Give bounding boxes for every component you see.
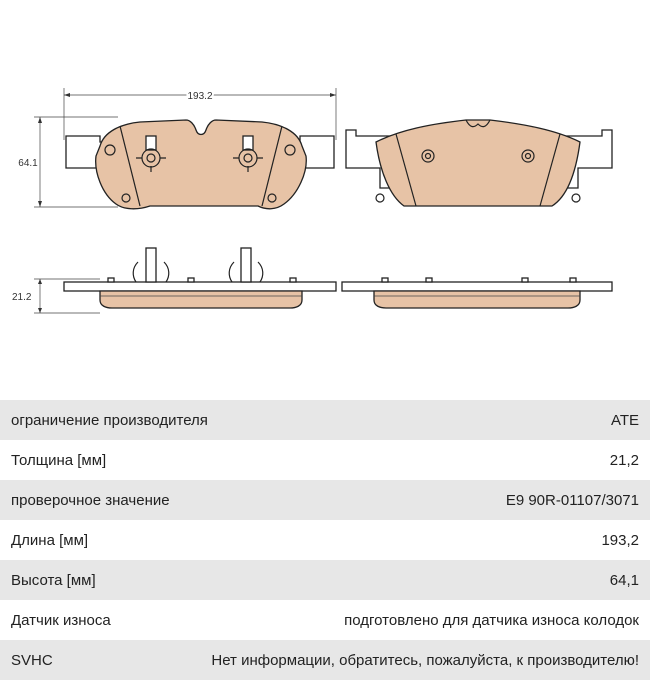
spec-value: 64,1 [609,571,639,589]
spec-row-thickness [0,440,650,480]
spec-row-approval [0,480,650,520]
spec-value: ATE [610,411,639,429]
spec-label: Датчик износа [11,611,111,629]
spec-label: Высота [мм] [11,571,96,589]
spec-row-wear-sensor [0,600,650,640]
spec-label: проверочное значение [11,491,170,509]
spec-label: Толщина [мм] [11,451,107,469]
pad-front-view-left [66,120,334,209]
spec-label: SVHC [11,651,53,669]
pad-side-view-right [342,278,612,308]
length-dimension-label: 193.2 [187,91,213,102]
spec-row-length [0,520,650,560]
spec-value: 21,2 [609,451,639,469]
spec-value: Нет информации, обратитесь, пожалуйста, к производителю! [211,651,639,669]
spec-value: подготовлено для датчика износа колодок [344,611,639,629]
spec-label: Длина [мм] [11,531,89,549]
spec-row-svhc [0,640,650,680]
spec-value: E9 90R-01107/3071 [505,491,639,509]
thickness-dimension-label: 21.2 [12,292,32,303]
pad-front-view-right [346,120,612,206]
spec-label: ограничение производителя [11,411,208,429]
spec-row-manufacturer [0,400,650,440]
spec-value: 193,2 [601,531,639,549]
pad-side-view-left [64,248,336,308]
height-dimension-label: 64.1 [18,158,38,169]
length-dimension [64,88,336,140]
spec-row-height [0,560,650,600]
specifications-table [0,400,650,680]
